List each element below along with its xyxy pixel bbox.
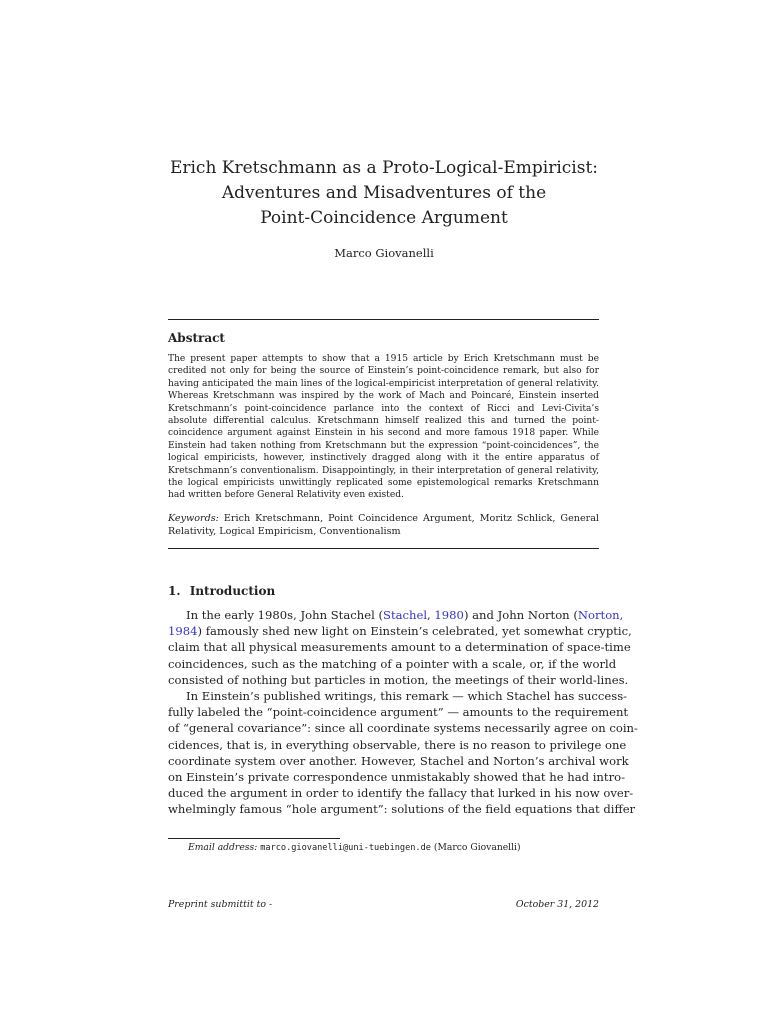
body-text-span: coordinate system over another. However, Stachel and Norton’s archival work bbox=[168, 753, 629, 768]
title-line: Erich Kretschmann as a Proto-Logical-Empiricist: bbox=[169, 158, 599, 178]
body-text-span: cidences, that is, in everything observable, there is no reason to privilege one bbox=[168, 737, 627, 752]
body-text-span: of “general covariance”: since all coordinate systems necessarily agree on coin- bbox=[168, 721, 638, 736]
paper-title bbox=[100, 156, 668, 231]
body-line bbox=[168, 639, 631, 655]
body-line bbox=[168, 688, 628, 704]
citation-link[interactable]: Stachel bbox=[383, 608, 428, 622]
body-text bbox=[168, 607, 638, 818]
body-text-span: ) famously shed new light on Einstein’s celebrated, yet somewhat cryptic, bbox=[197, 624, 632, 639]
abstract-heading: Abstract bbox=[168, 331, 225, 345]
top-rule bbox=[168, 319, 599, 320]
body-line bbox=[168, 801, 636, 817]
citation-link[interactable]: 1980 bbox=[434, 608, 464, 622]
title-line: Point-Coincidence Argument bbox=[260, 208, 508, 228]
bottom-rule bbox=[168, 548, 599, 549]
body-line bbox=[168, 704, 629, 720]
title-line: Adventures and Misadventures of the bbox=[221, 183, 547, 203]
keywords-text: Erich Kretschmann, Point Coincidence Argument, Moritz Schlick, General Relativity, Logical Empiricism, Conventionalism bbox=[168, 513, 599, 537]
keywords-label: Keywords: bbox=[168, 513, 219, 524]
citation-link[interactable]: 1984 bbox=[168, 624, 198, 639]
footer-date: October 31, 2012 bbox=[515, 899, 599, 910]
email-link[interactable]: marco.giovanelli@uni-tuebingen.de bbox=[260, 843, 431, 853]
keywords bbox=[168, 512, 599, 538]
body-line bbox=[168, 623, 632, 639]
section-title: Introduction bbox=[189, 584, 276, 598]
body-text-span: fully labeled the “point-coincidence argument” — amounts to the requirement bbox=[168, 705, 629, 720]
body-line bbox=[168, 607, 624, 623]
author-name: Marco Giovanelli bbox=[334, 246, 434, 260]
body-text-span: ) and John Norton ( bbox=[463, 608, 578, 622]
body-text-span: consisted of nothing but particles in motion, the meetings of their world-lines. bbox=[168, 672, 629, 687]
body-line bbox=[168, 737, 627, 753]
body-line bbox=[168, 785, 634, 801]
section-number: 1. bbox=[168, 584, 181, 598]
footnote-label: Email address: bbox=[188, 842, 258, 853]
section-heading bbox=[168, 584, 275, 598]
body-line bbox=[168, 672, 629, 688]
body-line bbox=[168, 656, 617, 672]
body-text-span: on Einstein’s private correspondence unmistakably showed that he had intro- bbox=[168, 770, 626, 785]
abstract-text: The present paper attempts to show that a 1915 article by Erich Kretschmann must be credited not only for being the source of Einstein’s point-coincidence remark, but also for having anticipated the main lines of the logical-empiricist interpretation of general relativity. Whereas Kretschmann was inspired by the work of Mach and Poincaré, Einstein inserted Kretschmann’s point-coincidence parlance into the context of Ricci and Levi-Civita’s absolute differential calculus. Kretschmann himself realized this and turned the point-coincidence argument against Einstein in his second and more famous 1918 paper. While Einstein had taken nothing from Kretschmann but the expression “point-coincidences”, the logical empiricists, however, instinctively dragged along with it the entire apparatus of Kretschmann’s conventionalism. Disappointingly, in their interpretation of general relativity, the logical empiricists unwittingly replicated some epistemological remarks Kretschmann had written before General Relativity even existed. bbox=[168, 354, 599, 501]
body-text-span: In the early 1980s, John Stachel ( bbox=[186, 608, 383, 622]
footer-preprint: Preprint submittit to - bbox=[168, 899, 273, 910]
body-line bbox=[168, 753, 629, 769]
body-text-span: In Einstein’s published writings, this remark — which Stachel has success- bbox=[186, 689, 628, 704]
body-line bbox=[168, 769, 626, 785]
citation-link[interactable]: Norton, bbox=[577, 608, 624, 622]
body-text-span: whelmingly famous “hole argument”: solutions of the field equations that differ bbox=[168, 802, 636, 817]
body-text-span: claim that all physical measurements amount to a determination of space-time bbox=[168, 640, 631, 655]
body-text-span: coincidences, such as the matching of a pointer with a scale, or, if the world bbox=[168, 656, 617, 671]
body-text-span: duced the argument in order to identify the fallacy that lurked in his now over- bbox=[168, 786, 634, 801]
footnote bbox=[188, 842, 521, 853]
body-text-span: , bbox=[427, 608, 435, 622]
footnote-rule bbox=[168, 838, 340, 839]
body-line bbox=[168, 720, 638, 736]
footnote-name: (Marco Giovanelli) bbox=[433, 842, 521, 853]
